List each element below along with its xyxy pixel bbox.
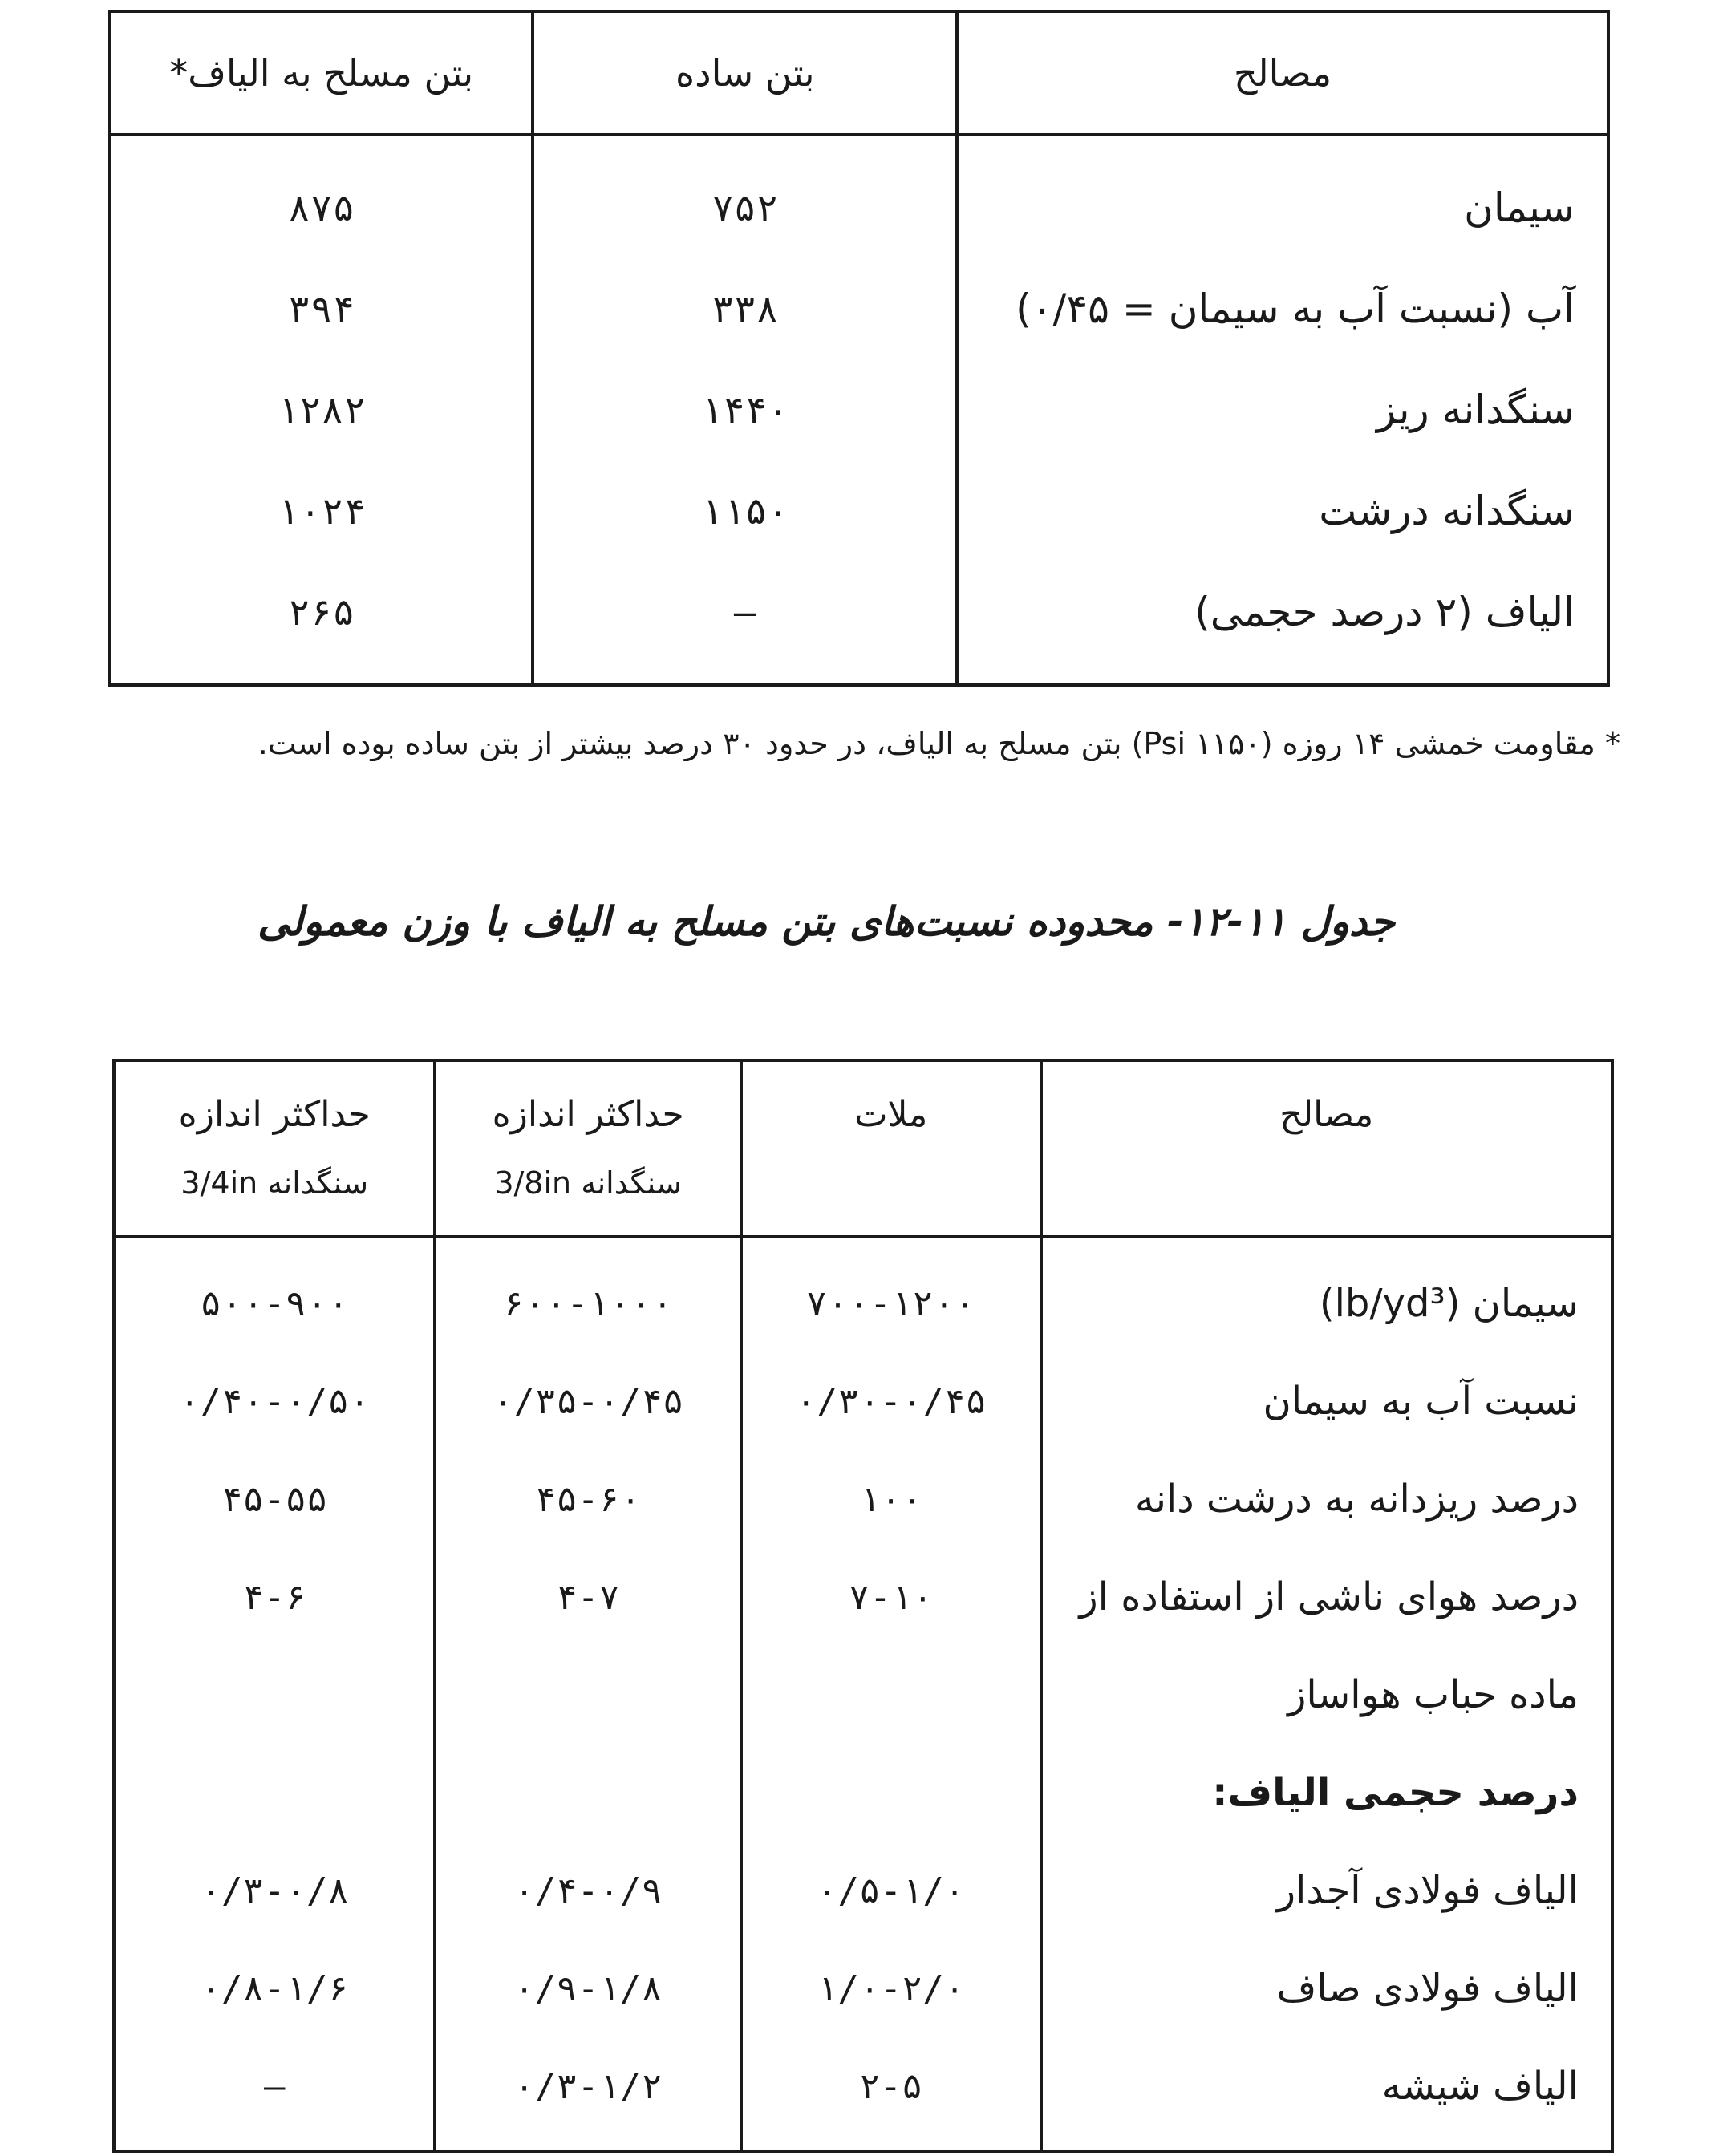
mortar-value: ۷-۱۰	[741, 1548, 1041, 1646]
row-label: آب (نسبت آب به سیمان = ۰/۴۵)	[957, 258, 1608, 359]
row-label: الیاف شیشه	[1041, 2037, 1612, 2151]
agg34-value	[114, 1646, 435, 1744]
table-row	[114, 1646, 1612, 1744]
table-header-row	[114, 1060, 1612, 1237]
agg38-value: ۴۵-۶۰	[435, 1450, 740, 1548]
table-row	[110, 561, 1608, 685]
mortar-value	[741, 1744, 1041, 1842]
mortar-value: ۲-۵	[741, 2037, 1041, 2151]
header-max-size-label: حداکثر اندازه	[178, 1094, 371, 1135]
header-mortar-label: ملات	[854, 1094, 928, 1135]
table-row	[110, 258, 1608, 359]
table-row	[114, 1842, 1612, 1939]
table-row	[114, 1744, 1612, 1842]
agg34-value: ۰/۸-۱/۶	[200, 1968, 349, 2009]
table-caption: جدول ۱۱-۱۲- محدوده نسبت‌های بتن مسلح به الیاف با وزن معمولی	[257, 898, 1395, 945]
plain-value: ۱۱۵۰	[533, 460, 957, 561]
header-plain-concrete: بتن ساده	[533, 11, 957, 135]
section-label: درصد حجمی الیاف:	[1041, 1744, 1612, 1842]
agg38-value	[435, 1646, 740, 1744]
agg34-value: —	[263, 2065, 286, 2107]
mix-proportions-table	[108, 10, 1610, 687]
header-materials: مصالح	[957, 11, 1608, 135]
plain-value: ۳۳۸	[533, 258, 957, 359]
agg38-value: ۰/۴-۰/۹	[435, 1842, 740, 1939]
row-label: سنگدانه ریز	[957, 359, 1608, 460]
agg34-value: ۴۵-۵۵	[221, 1478, 328, 1520]
table-footnote: * مقاومت خمشی ۱۴ روزه (۱۱۵۰ Psi) بتن مسلح به الیاف، در حدود ۳۰ درصد بیشتر از بتن ساده بوده است.	[257, 726, 1620, 761]
row-label: الیاف فولادی صاف	[1041, 1939, 1612, 2037]
table-row	[114, 1352, 1612, 1450]
agg34-value: ۰/۴۰-۰/۵۰	[179, 1380, 371, 1422]
header-max-size-label: حداکثر اندازه	[492, 1094, 684, 1135]
header-max-agg-3-4	[114, 1060, 435, 1237]
agg34-value: ۵۰۰-۹۰۰	[200, 1283, 349, 1324]
plain-value: ۱۴۴۰	[533, 359, 957, 460]
mortar-value: ۱/۰-۲/۰	[741, 1939, 1041, 2037]
row-label: سیمان	[957, 135, 1608, 258]
table-row	[110, 359, 1608, 460]
mortar-value	[741, 1646, 1041, 1744]
table-row	[114, 1450, 1612, 1548]
agg38-value: ۶۰۰-۱۰۰۰	[435, 1237, 740, 1352]
agg34-value: ۰/۳-۰/۸	[200, 1870, 349, 1911]
agg34-value: ۴-۶	[242, 1576, 306, 1618]
row-label: نسبت آب به سیمان	[1041, 1352, 1612, 1450]
header-mortar	[741, 1060, 1041, 1237]
row-label: درصد ریزدانه به درشت دانه	[1041, 1450, 1612, 1548]
fiber-value: ۱۰۲۴	[277, 489, 367, 533]
table-header-row	[110, 11, 1608, 135]
agg38-value: ۰/۳۵-۰/۴۵	[435, 1352, 740, 1450]
row-label: درصد هوای ناشی از استفاده از	[1041, 1548, 1612, 1646]
fiber-concrete-range-table	[112, 1059, 1614, 2153]
table-row	[114, 1548, 1612, 1646]
fiber-value: ۸۷۵	[288, 186, 355, 229]
row-label: ماده حباب هواساز	[1041, 1646, 1612, 1744]
table-row	[114, 2037, 1612, 2151]
row-label: الیاف (۲ درصد حجمی)	[957, 561, 1608, 685]
mortar-value: ۱۰۰	[741, 1450, 1041, 1548]
agg38-value: ۰/۳-۱/۲	[435, 2037, 740, 2151]
table-row	[114, 1237, 1612, 1352]
mortar-value: ۰/۵-۱/۰	[741, 1842, 1041, 1939]
plain-value: ۷۵۲	[533, 135, 957, 258]
agg38-value: ۴-۷	[435, 1548, 740, 1646]
agg34-value	[114, 1744, 435, 1842]
header-materials	[1041, 1060, 1612, 1237]
table-row	[110, 460, 1608, 561]
header-materials-label: مصالح	[1279, 1094, 1374, 1135]
mortar-value: ۷۰۰-۱۲۰۰	[741, 1237, 1041, 1352]
agg38-value: ۰/۹-۱/۸	[435, 1939, 740, 2037]
header-fiber-concrete: بتن مسلح به الیاف*	[110, 11, 533, 135]
header-agg-size-label: سنگدانه 3/8in	[494, 1165, 682, 1201]
table-row	[114, 1939, 1612, 2037]
fiber-value: ۱۲۸۲	[277, 388, 367, 432]
agg38-value	[435, 1744, 740, 1842]
row-label: سنگدانه درشت	[957, 460, 1608, 561]
row-label: سیمان (lb/yd³)	[1041, 1237, 1612, 1352]
fiber-value: ۲۶۵	[288, 590, 355, 634]
mortar-value: ۰/۳۰-۰/۴۵	[741, 1352, 1041, 1450]
plain-value: —	[533, 561, 957, 685]
row-label: الیاف فولادی آجدار	[1041, 1842, 1612, 1939]
header-agg-size-label: سنگدانه 3/4in	[180, 1165, 369, 1201]
table-row	[110, 135, 1608, 258]
header-max-agg-3-8	[435, 1060, 740, 1237]
fiber-value: ۳۹۴	[288, 287, 355, 330]
